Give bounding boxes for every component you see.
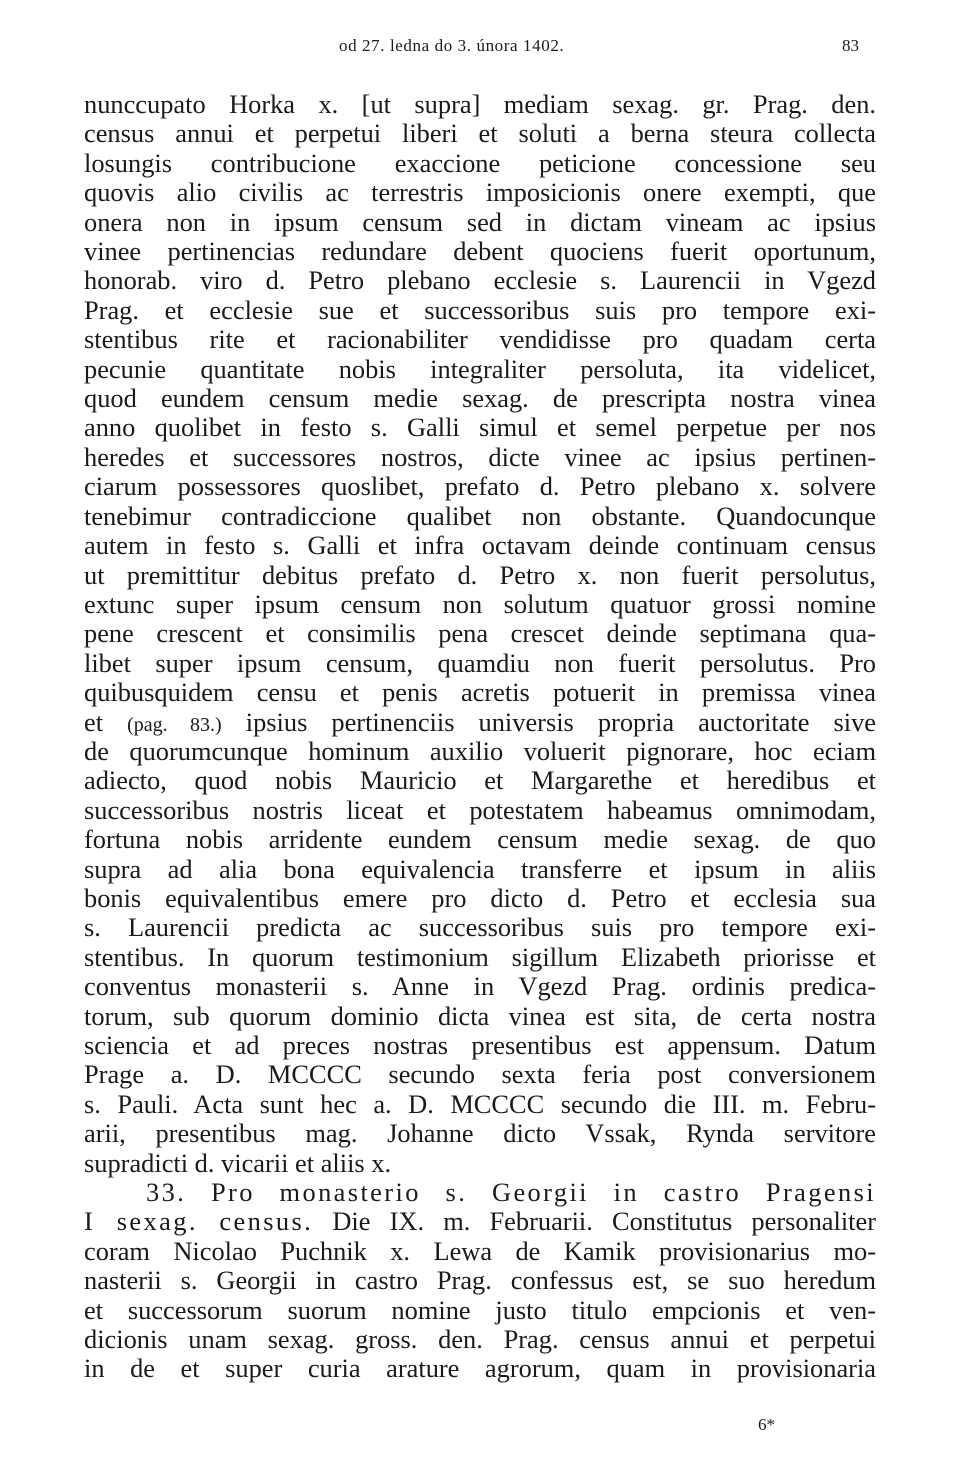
text-line: ut premittitur debitus prefato d. Petro x. non fuerit persolutus,	[84, 560, 876, 590]
line-rest: ipsius pertinenciis universis propria auctoritate sive	[221, 707, 876, 737]
entry-date-text: Die IX. m. Februarii. Constitutus personaliter	[313, 1207, 876, 1237]
text-line: vinee pertinencias redundare debent quociens fuerit oportunum,	[84, 237, 876, 267]
text-line: pecunie quantitate nobis integraliter persoluta, ita videlicet,	[84, 354, 876, 384]
text-line: bonis equivalentibus emere pro dicto d. Petro et ecclesia sua	[84, 883, 876, 913]
text-line: de quorumcunque hominum auxilio voluerit pignorare, hoc eciam	[84, 736, 876, 766]
running-title: od 27. ledna do 3. února 1402.	[339, 36, 565, 55]
text-line: adiecto, quod nobis Mauricio et Margarethe et heredibus et	[84, 766, 876, 796]
text-line: nasterii s. Georgii in castro Prag. confessus est, se suo heredum	[84, 1266, 876, 1296]
text-line: stentibus. In quorum testimonium sigillum Elizabeth priorisse et	[84, 942, 876, 972]
text-line: fortuna nobis arridente eundem censum medie sexag. de quo	[84, 825, 876, 855]
entry-subheading: I sexag. census.	[84, 1207, 314, 1237]
text-line: heredes et successores nostros, dicte vinee ac ipsius pertinen-	[84, 442, 876, 472]
text-line: quod eundem censum medie sexag. de prescripta nostra vinea	[84, 384, 876, 414]
text-line: torum, sub quorum dominio dicta vinea est sita, de certa nostra	[84, 1001, 876, 1031]
body-text	[84, 90, 876, 1384]
text-line: extunc super ipsum censum non solutum quatuor grossi nomine	[84, 589, 876, 619]
text-line: tenebimur contradiccione qualibet non obstante. Quandocunque	[84, 501, 876, 531]
text-line: conventus monasterii s. Anne in Vgezd Prag. ordinis predica-	[84, 972, 876, 1002]
running-head	[0, 36, 960, 60]
text-line: honorab. viro d. Petro plebano ecclesie s. Laurencii in Vgezd	[84, 266, 876, 296]
text-line: quibusquidem censu et penis acretis potuerit in premissa vinea	[84, 678, 876, 708]
text-line: losungis contribucione exaccione peticione concessione seu	[84, 148, 876, 178]
text-line: in de et super curia arature agrorum, quam in provisionaria	[84, 1354, 876, 1384]
text-line: et successorum suorum nomine justo titulo empcionis et ven-	[84, 1295, 876, 1325]
page-number: 83	[842, 36, 859, 55]
entry-heading: 33. Pro monasterio s. Georgii in castro Pragensi	[146, 1178, 876, 1208]
text-line: nunccupato Horka x. [ut supra] mediam sexag. gr. Prag. den.	[84, 90, 876, 119]
entry-heading-continued	[84, 1207, 876, 1236]
text-line: stentibus rite et racionabiliter vendidisse pro quadam certa	[84, 325, 876, 355]
text-line: anno quolibet in festo s. Galli simul et semel perpetue per nos	[84, 413, 876, 443]
text-line: quovis alio civilis ac terrestris imposicionis onere exempti, que	[84, 178, 876, 208]
text-line: coram Nicolao Puchnik x. Lewa de Kamik provisionarius mo-	[84, 1236, 876, 1266]
text-line: census annui et perpetui liberi et soluti a berna steura collecta	[84, 119, 876, 149]
text-line: successoribus nostris liceat et potestatem habeamus omnimodam,	[84, 795, 876, 825]
page-marker: (pag. 83.)	[127, 713, 222, 736]
text-line-with-page-marker	[84, 708, 876, 737]
text-line: arii, presentibus mag. Johanne dicto Vssak, Rynda servitore	[84, 1119, 876, 1149]
text-line: Prag. et ecclesie sue et successoribus suis pro tempore exi-	[84, 295, 876, 325]
text-line: pene crescent et consimilis pena crescet deinde septimana qua-	[84, 619, 876, 649]
text-line: sciencia et ad preces nostras presentibus est appensum. Datum	[84, 1031, 876, 1060]
text-line: libet super ipsum censum, quamdiu non fuerit persolutus. Pro	[84, 648, 876, 678]
text-line: onera non in ipsum censum sed in dictam vineam ac ipsius	[84, 207, 876, 237]
text-line: s. Laurencii predicta ac successoribus suis pro tempore exi-	[84, 913, 876, 943]
text-line: s. Pauli. Acta sunt hec a. D. MCCCC secundo die III. m. Febru-	[84, 1089, 876, 1119]
line-start: et	[84, 707, 128, 737]
text-line: dicionis unam sexag. gross. den. Prag. census annui et perpetui	[84, 1325, 876, 1355]
text-line: Prage a. D. MCCCC secundo sexta feria post conversionem	[84, 1060, 876, 1090]
paragraph-last-line: supradicti d. vicarii et aliis x.	[84, 1148, 392, 1178]
text-line: autem in festo s. Galli et infra octavam deinde continuam census	[84, 531, 876, 561]
text-line: supra ad alia bona equivalencia transferre et ipsum in aliis	[84, 854, 876, 884]
signature-mark: 6*	[758, 1415, 775, 1434]
text-line: ciarum possessores quoslibet, prefato d. Petro plebano x. solvere	[84, 472, 876, 502]
